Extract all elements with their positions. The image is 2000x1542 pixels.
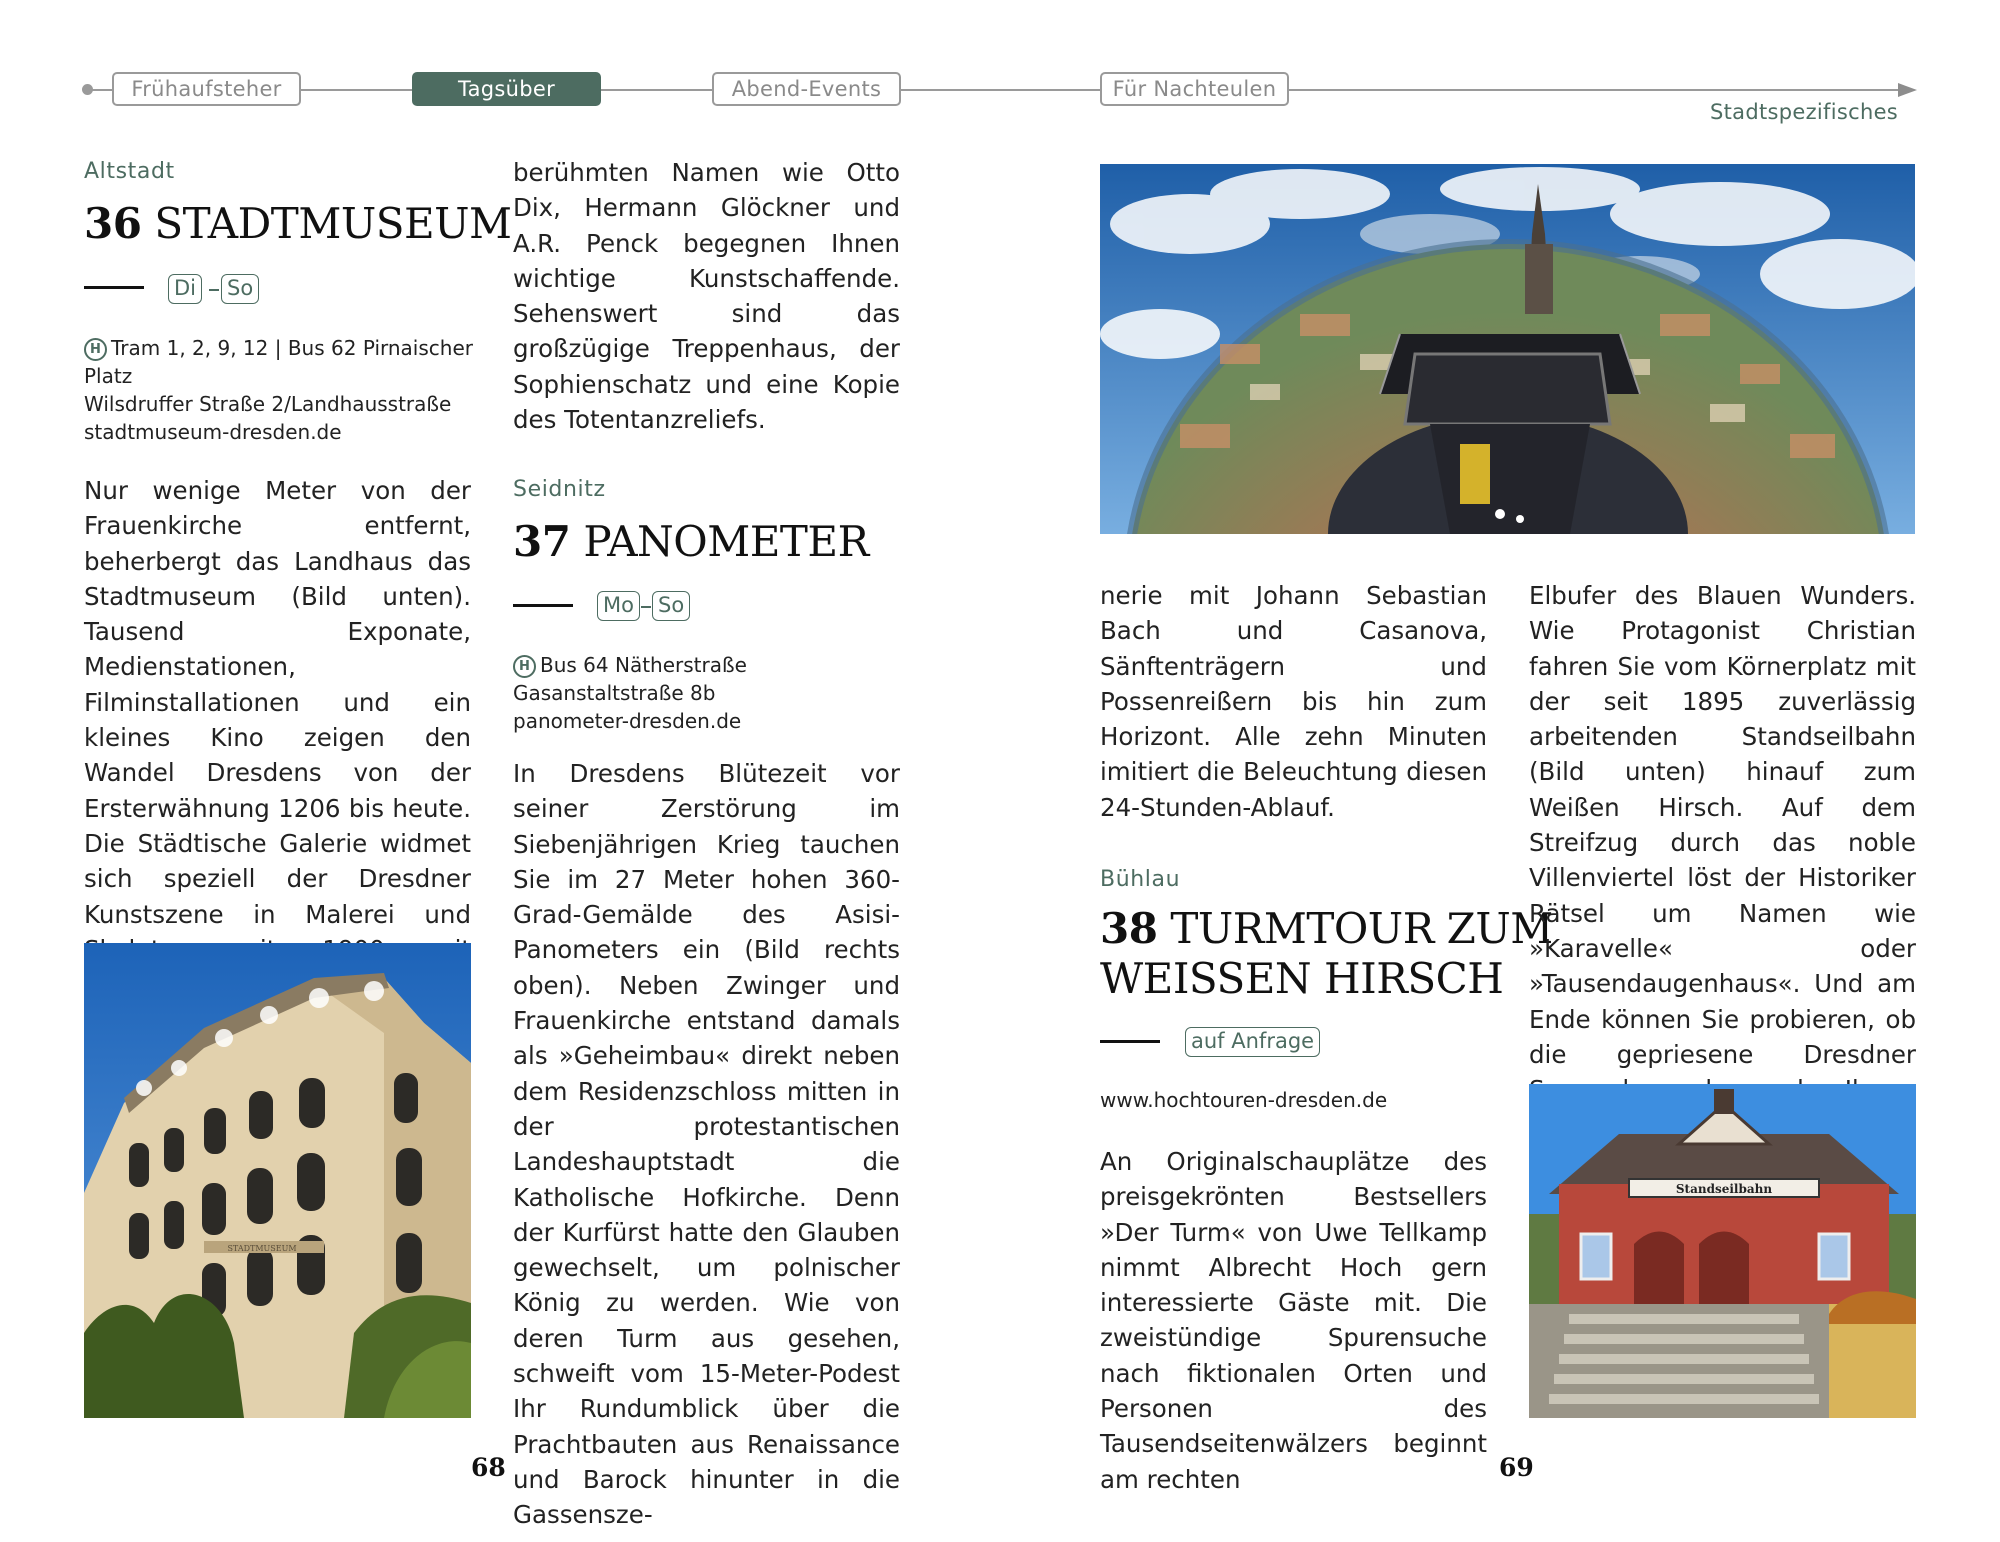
entry-name: TURMTOUR ZUM <box>1170 904 1553 953</box>
entry-38-info <box>1100 1086 1500 1114</box>
bus-stop-icon: H <box>513 655 536 678</box>
website-link[interactable]: stadtmuseum-dresden.de <box>84 420 342 444</box>
panometer-image <box>1100 164 1915 534</box>
title-rule <box>1100 1040 1160 1043</box>
entry-number: 36 <box>84 199 142 248</box>
day-to-badge: So <box>221 274 259 304</box>
entry-38-title-line2: WEISSEN HIRSCH <box>1100 954 1504 1003</box>
entry-number: 38 <box>1100 904 1158 953</box>
tram-label: Tram <box>111 336 161 360</box>
entry-38-text <box>1100 1144 1487 1497</box>
entry-36-title <box>84 199 512 249</box>
bus-label: Bus <box>287 336 325 360</box>
tab-fruehaufsteher[interactable]: Frühaufsteher <box>112 72 301 106</box>
standseilbahn-image <box>1529 1084 1916 1418</box>
body-paragraph: Nur wenige Meter von der Frauenkirche entfernt, beherbergt das Landhaus das Stadtmuseum (Bild unten). Tausend Exponate, Medienstationen, Filminstallationen und ein kleines Kino zeigen den Wandel Dresdens von der Ersterwähnung 1206 bis heute. Die Städtische Galerie widmet sich speziell der Dresdner Kunstszene in Malerei und <box>84 476 471 929</box>
bus-stop-icon: H <box>84 338 107 361</box>
section-label: Stadtspezifisches <box>1710 100 1899 124</box>
timeline-arrow-icon <box>1898 83 1917 97</box>
transport-line <box>513 651 913 679</box>
body-paragraph: In Dresdens Blütezeit vor seiner Zerstörung im Siebenjährigen Krieg tauchen Sie im 27 Meter hohen 360-Grad-Gemälde des Asisi-Panometers ein (Bild rechts oben). Neben Zwinger und Frauenkirche entstand damals als »Geheimbau« direkt neben dem Residenzschloss mitten in der protestantischen Landeshauptstadt die Katholische Hofkirche. Denn der Kurfürst hatte den Glauben gewechselt, um polnischer König zu werden. Wie von deren Turm aus gesehen, schweift vom 15-Meter-Podest Ihr Rundumblick über die Prachtbauten aus Renaissance und Barock hinunter in die Gassensze- <box>513 759 900 1530</box>
day-range-dash <box>641 606 651 608</box>
entry-36-text-cont <box>513 155 900 437</box>
tram-lines: 1, 2, 9, 12 | <box>160 336 288 360</box>
standseilbahn-photo <box>1529 1084 1916 1418</box>
bus-label: Bus <box>540 653 577 677</box>
page-number-right: 69 <box>1499 1453 1534 1482</box>
website-link[interactable]: panometer-dresden.de <box>513 709 742 733</box>
district-buehlau: Bühlau <box>1100 867 1181 892</box>
title-rule <box>513 604 573 607</box>
website-link[interactable]: www.hochtouren-dresden.de <box>1100 1088 1388 1112</box>
day-from-badge: Di <box>168 274 202 304</box>
entry-37-text <box>513 756 900 1533</box>
body-paragraph: An Originalschauplätze des preisgekrönten Bestsellers »Der Turm« von Uwe Tellkamp nimmt Albrecht Hoch gern interessierte Gäste mit. Die zweistündige Spurensuche nach fiktionalen Orten und Personen des Tausendseitenwälzers beginnt am rechten <box>1100 1147 1487 1494</box>
address: Wilsdruffer Straße 2/Landhausstraße <box>84 392 452 416</box>
entry-37-info <box>513 651 913 735</box>
address: Gasanstaltstraße 8b <box>513 681 716 705</box>
page-number-left: 68 <box>471 1453 506 1482</box>
entry-36-text <box>84 473 471 1002</box>
entry-38-title <box>1100 904 1553 1004</box>
entry-37-text-cont <box>1100 578 1487 825</box>
entry-38-text-cont <box>1529 578 1916 1143</box>
stadtmuseum-image <box>84 943 471 1418</box>
entry-38-title-line1 <box>1100 904 1553 954</box>
station-sign: Standseilbahn <box>1675 1182 1773 1196</box>
museum-facade-sign: STADTMUSEUM <box>227 1244 297 1253</box>
entry-36-info <box>84 334 484 446</box>
entry-name: STADTMUSEUM <box>154 199 512 248</box>
district-altstadt: Altstadt <box>84 159 175 184</box>
body-paragraph: Elbufer des Blauen Wunders. Wie Protagonist Christian fahren Sie vom Körnerplatz mit der seit 1895 zuverlässig arbeitenden Standseilbahn (Bild unten) hinauf zum Weißen Hirsch. Auf dem Streifzug durch das noble Villenviertel löst der Historiker Rätsel um Namen wie »Karavelle« oder »Tausendaugenhaus«. Und am Ende können Sie probieren, ob die gepriesene Dresdner <box>1529 581 1916 1069</box>
bus-stop: 62 Pirnaischer Platz <box>84 336 473 388</box>
entry-37-title <box>513 517 869 567</box>
entry-number: 37 <box>513 517 571 566</box>
title-rule <box>84 286 144 289</box>
timeline-start-dot <box>82 84 93 95</box>
district-seidnitz: Seidnitz <box>513 477 606 502</box>
panometer-photo <box>1100 164 1915 534</box>
day-range-dash <box>209 289 219 291</box>
bus-stop: 64 Nätherstraße <box>576 653 747 677</box>
body-paragraph: nerie mit Johann Sebastian Bach und Casanova, Sänftenträgern und Possenreißern bis hin zum Horizont. Alle zehn Minuten imitiert die Beleuchtung diesen 24-Stunden-Ablauf. <box>1100 581 1487 822</box>
tab-fuer-nachteulen[interactable]: Für Nachteulen <box>1100 72 1289 106</box>
tab-abend-events[interactable]: Abend-Events <box>712 72 901 106</box>
opening-note-badge: auf Anfrage <box>1185 1027 1320 1057</box>
stadtmuseum-photo <box>84 943 471 1418</box>
day-to-badge: So <box>652 591 690 621</box>
body-paragraph: berühmten Namen wie Otto Dix, Hermann Glöckner und A.R. Penck begegnen Ihnen wichtige Kunstschaffende. Sehenswert sind das großzügige Treppenhaus, der Sophienschatz und eine Kopie des Totentanzreliefs. <box>513 158 900 435</box>
entry-name: PANOMETER <box>583 517 869 566</box>
day-from-badge: Mo <box>597 591 640 621</box>
timeline-line <box>88 89 1906 91</box>
tab-tagsueber[interactable]: Tagsüber <box>412 72 601 106</box>
transport-line <box>84 334 484 390</box>
